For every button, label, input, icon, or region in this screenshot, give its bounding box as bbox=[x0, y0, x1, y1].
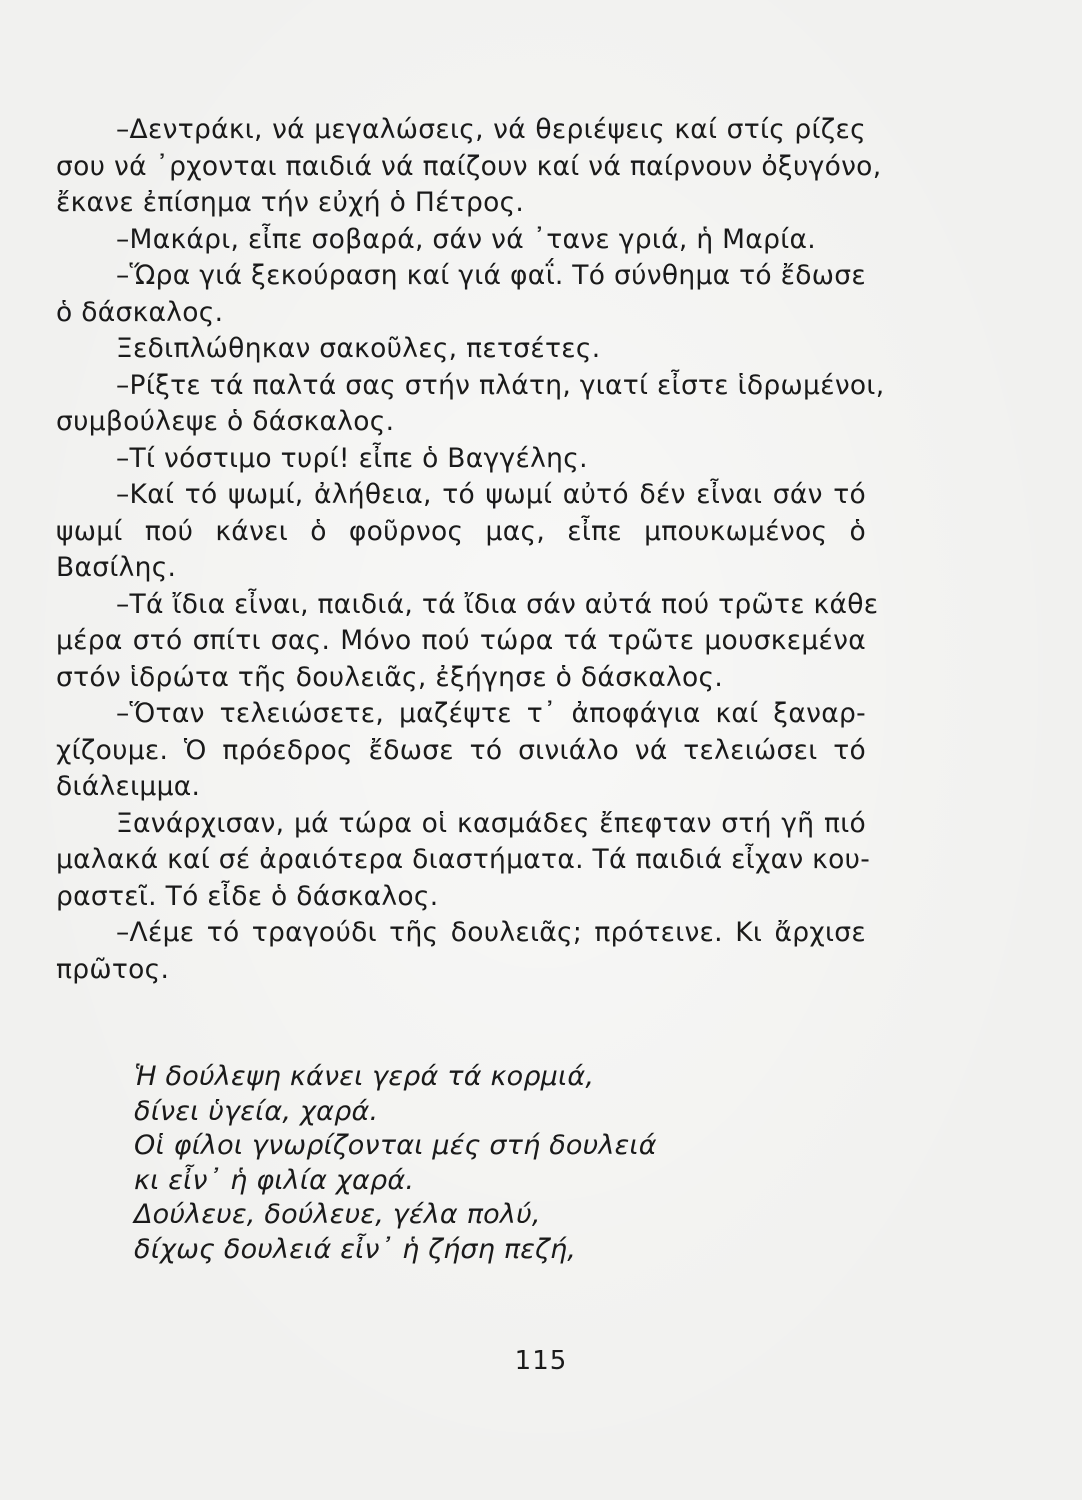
poem-line: Δούλευε, δούλευε, γέλα πολύ, bbox=[134, 1199, 541, 1230]
prose-line: διάλειμμα. bbox=[56, 771, 201, 802]
prose-line: μέρα στό σπίτι σας. Μόνο πού τώρα τά τρῶτε μουσκεμένα bbox=[56, 625, 866, 656]
prose-line: χίζουμε. Ὁ πρόεδρος ἔδωσε τό σινιάλο νά τελειώσει τό bbox=[56, 734, 866, 766]
prose-line: –Δεντράκι, νά μεγαλώσεις, νά θεριέψεις καί στίς ρίζες bbox=[116, 114, 866, 145]
prose-line: σου νά ᾿ρχονται παιδιά νά παίζουν καί νά παίρνουν ὀξυγόνο, bbox=[56, 150, 882, 182]
poem-line: κι εἶν᾿ ἡ φιλία χαρά. bbox=[134, 1164, 415, 1196]
page-number: 115 bbox=[514, 1346, 568, 1376]
poem-line: δίνει ὑγεία, χαρά. bbox=[134, 1095, 379, 1127]
prose-line: –Ὥρα γιά ξεκούραση καί γιά φαΐ. Τό σύνθημα τό ἔδωσε bbox=[116, 260, 866, 291]
prose-line: ἔκανε ἐπίσημα τήν εὐχή ὁ Πέτρος. bbox=[56, 187, 525, 218]
poem-line: Οἱ φίλοι γνωρίζονται μές στή δουλειά bbox=[134, 1130, 657, 1161]
prose-line: –Καί τό ψωμί, ἀλήθεια, τό ψωμί αὐτό δέν εἶναι σάν τό bbox=[116, 479, 866, 510]
prose-line: –Τά ἴδια εἶναι, παιδιά, τά ἴδια σάν αὐτά πού τρῶτε κάθε bbox=[116, 588, 879, 620]
prose-line: –Ὅταν τελειώσετε, μαζέψτε τ᾿ ἀποφάγια καί ξαναρ- bbox=[116, 698, 866, 729]
poem-line: δίχως δουλειά εἶν᾿ ἡ ζήση πεζή, bbox=[134, 1233, 577, 1265]
prose-line: –Μακάρι, εἶπε σοβαρά, σάν νά ᾿τανε γριά, ἡ Μαρία. bbox=[116, 223, 816, 255]
prose-line: στόν ἱδρώτα τῆς δουλειᾶς, ἐξήγησε ὁ δάσκαλος. bbox=[56, 661, 724, 693]
prose-line: πρῶτος. bbox=[56, 953, 170, 985]
prose-line: –Ρίξτε τά παλτά σας στήν πλάτη, γιατί εἶστε ἱδρωμένοι, bbox=[116, 369, 885, 401]
poem-line: Ἡ δούλεψη κάνει γερά τά κορμιά, bbox=[134, 1061, 595, 1092]
prose-line: Ξανάρχισαν, μά τώρα οἱ κασμάδες ἔπεφταν στή γῆ πιό bbox=[116, 807, 866, 839]
poem-verse bbox=[134, 1060, 657, 1267]
prose-line: ραστεῖ. Τό εἶδε ὁ δάσκαλος. bbox=[56, 880, 439, 912]
prose-line: ὁ δάσκαλος. bbox=[56, 296, 224, 328]
prose-line: –Λέμε τό τραγούδι τῆς δουλειᾶς; πρότεινε. Κι ἄρχισε bbox=[116, 917, 866, 948]
prose-line: συμβούλεψε ὁ δάσκαλος. bbox=[56, 406, 395, 437]
prose-line: Ξεδιπλώθηκαν σακοῦλες, πετσέτες. bbox=[116, 333, 601, 364]
prose-line: μαλακά καί σέ ἀραιότερα διαστήματα. Τά παιδιά εἶχαν κου- bbox=[56, 844, 871, 875]
prose-line: Βασίλης. bbox=[56, 552, 177, 583]
prose-line: ψωμί πού κάνει ὁ φοῦρνος μας, εἶπε μπουκωμένος ὁ bbox=[56, 515, 866, 547]
prose-text bbox=[56, 112, 885, 988]
prose-line: –Τί νόστιμο τυρί! εἶπε ὁ Βαγγέλης. bbox=[116, 442, 588, 474]
